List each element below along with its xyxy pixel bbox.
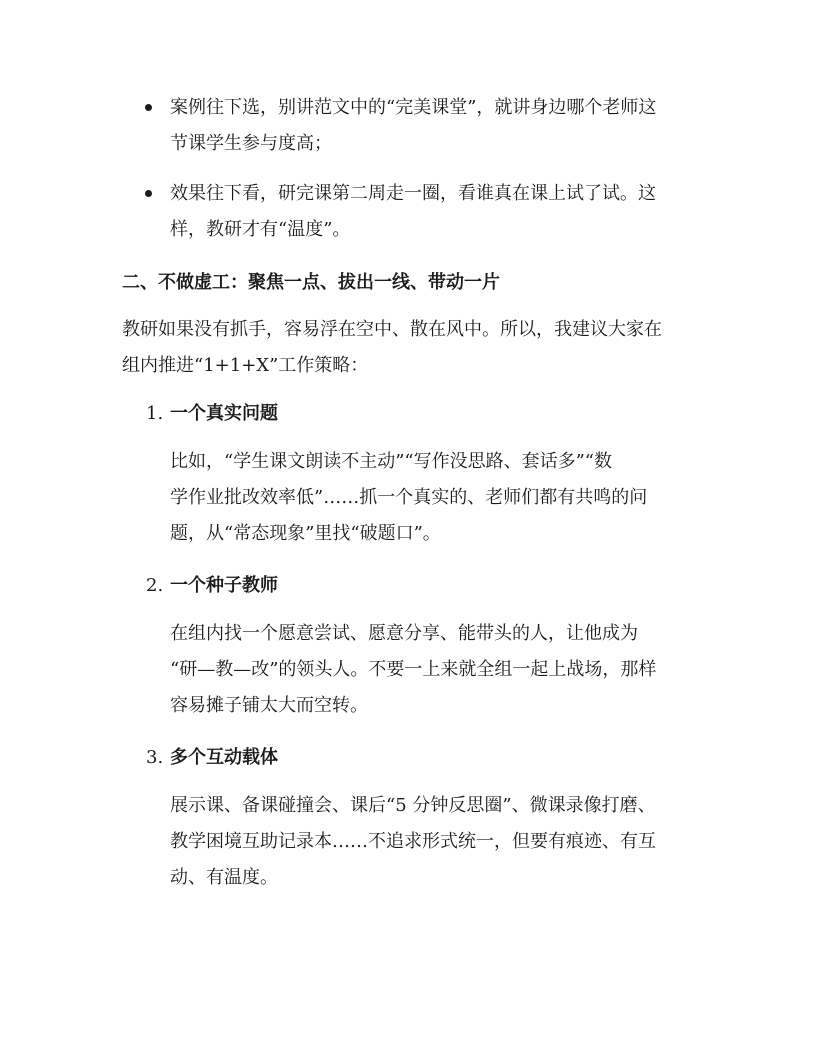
bullet-2-line-2: 样，教研才有“温度”。 [170,219,351,240]
section-heading: 二、不做虚工：聚焦一点、拔出一线、带动一片 [122,272,500,293]
item-3-line-2: 教学困境互助记录本……不追求形式统一，但要有痕迹、有互 [170,831,656,852]
item-1-line-3: 题，从“常态现象”里找“破题口”。 [170,523,441,544]
bullet-dot-icon [145,104,152,111]
bullet-2-line-1: 效果往下看，研完课第二周走一圈，看谁真在课上试了试。这 [170,183,656,204]
intro-line-2: 组内推进“1+1+X”工作策略： [122,355,369,376]
item-2-line-1: 在组内找一个愿意尝试、愿意分享、能带头的人，让他成为 [170,623,638,644]
item-1-number: 1. [146,403,164,424]
bullet-dot-icon [145,190,152,197]
item-1-title: 一个真实问题 [170,403,278,424]
bullet-1-line-2: 节课学生参与度高； [170,133,332,154]
item-2-line-2: “研—教—改”的领头人。不要一上来就全组一起上战场，那样 [170,659,657,680]
item-2-title: 一个种子教师 [170,575,278,596]
item-3-line-3: 动、有温度。 [170,867,278,888]
item-3-title: 多个互动载体 [170,747,278,768]
item-2-number: 2. [146,575,164,596]
item-1-line-1: 比如，“学生课文朗读不主动”“写作没思路、套话多”“数 [170,451,613,472]
item-3-line-1: 展示课、备课碰撞会、课后“5 分钟反思圈”、微课录像打磨、 [170,795,656,816]
intro-line-1: 教研如果没有抓手，容易浮在空中、散在风中。所以，我建议大家在 [122,319,662,340]
item-3-number: 3. [146,747,164,768]
item-1-line-2: 学作业批改效率低”……抓一个真实的、老师们都有共鸣的问 [170,487,648,508]
item-2-line-3: 容易摊子铺太大而空转。 [170,695,368,716]
bullet-1-line-1: 案例往下选，别讲范文中的“完美课堂”，就讲身边哪个老师这 [170,97,657,118]
